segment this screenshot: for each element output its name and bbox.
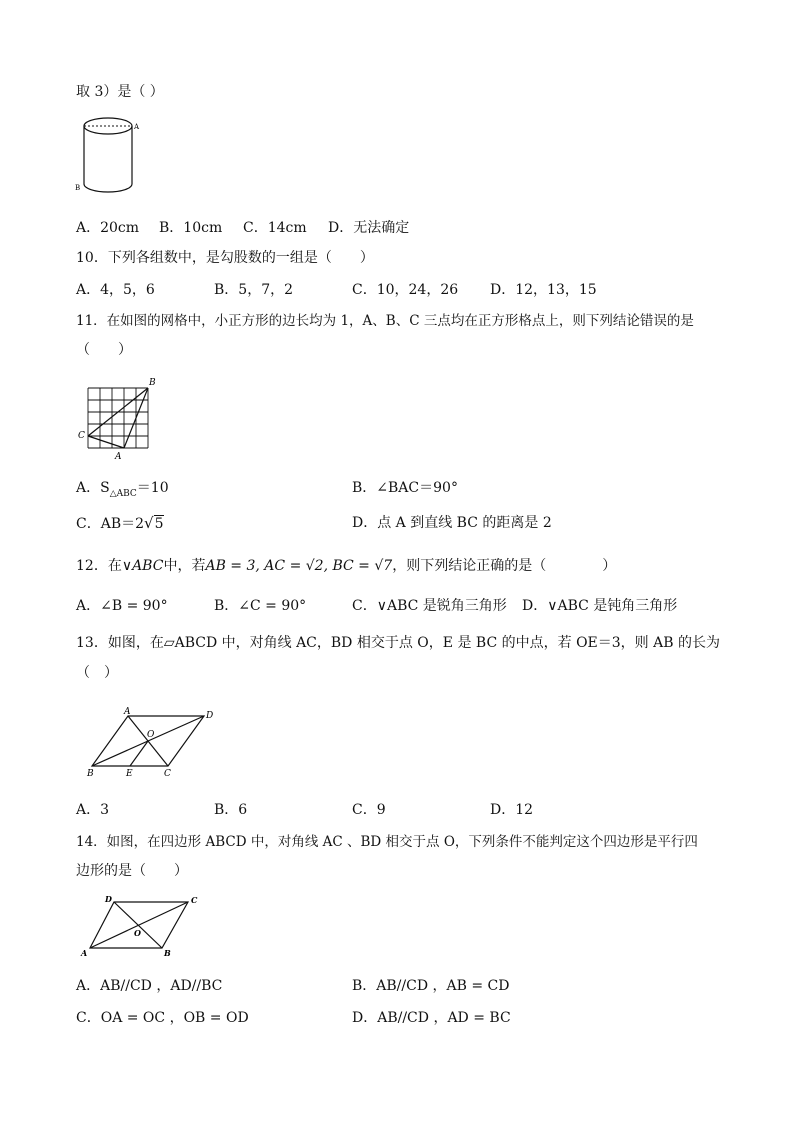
q12-stem-suffix: ，则下列结论正确的是（ ） <box>392 558 617 574</box>
q10-stem: 10．下列各组数中，是勾股数的一组是（ ） <box>76 250 374 266</box>
parallelogram-figure-14 <box>76 892 206 962</box>
q9-option-c[interactable]: C．14cm <box>243 220 307 236</box>
q9-stem-tail: 取 3）是（ ） <box>76 84 164 100</box>
fig13-label-c: C <box>164 769 171 779</box>
q10-option-b[interactable]: B．5，7，2 <box>214 282 294 298</box>
cylinder-figure <box>74 112 144 198</box>
q12-option-c[interactable]: C．∨ABC 是锐角三角形 <box>352 598 507 614</box>
fig14-label-c: C <box>191 895 198 905</box>
q10-option-c[interactable]: C．10，24，26 <box>352 282 459 298</box>
q12-option-b[interactable]: B．∠C = 90° <box>214 598 307 614</box>
q12-stem-prefix: 12．在 <box>76 558 122 574</box>
parallelogram-figure-13 <box>84 704 224 780</box>
fig14-label-o: O <box>134 928 141 938</box>
q11-option-a-prefix: A．S <box>76 480 110 496</box>
q13-option-a[interactable]: A．3 <box>76 802 110 818</box>
q9-option-b[interactable]: B．10cm <box>159 220 223 236</box>
q14-option-d[interactable]: D．AB//CD ，AD = BC <box>352 1010 511 1026</box>
q10-option-d[interactable]: D．12，13，15 <box>490 282 597 298</box>
q12-stem <box>76 556 616 576</box>
q14-stem-line2: 边形的是（ ） <box>76 863 188 879</box>
q14-option-a[interactable]: A．AB//CD ，AD//BC <box>76 978 223 994</box>
grid-figure <box>76 374 162 462</box>
fig13-label-o: O <box>147 730 155 740</box>
fig13-label-a: A <box>124 707 131 717</box>
q13-stem-line2: （ ） <box>76 665 118 681</box>
q11-option-b[interactable]: B．∠BAC＝90° <box>352 480 458 496</box>
q12-option-a[interactable]: A．∠B = 90° <box>76 598 168 614</box>
q13-option-d[interactable]: D．12 <box>490 802 534 818</box>
q14-option-b[interactable]: B．AB//CD ，AB = CD <box>352 978 510 994</box>
q11-option-c[interactable] <box>76 513 164 534</box>
cylinder-label-a: A <box>134 123 140 131</box>
fig13-label-e: E <box>126 769 133 779</box>
q12-triangle-symbol: ∨ABC <box>121 558 164 574</box>
q11-stem-line1: 11．在如图的网格中，小正方形的边长均为 1，A、B、C 三点均在正方形格点上，则下列结论错误的是 <box>76 313 694 329</box>
q11-stem-line2: （ ） <box>76 342 132 358</box>
q12-stem-mid: 中，若 <box>163 558 206 574</box>
q9-option-d[interactable]: D．无法确定 <box>328 220 410 236</box>
sqrt-symbol-icon: √ <box>144 514 154 532</box>
q12-option-d[interactable]: D．∨ABC 是钝角三角形 <box>522 598 678 614</box>
q14-option-c[interactable]: C．OA = OC ，OB = OD <box>76 1010 249 1026</box>
fig13-label-d: D <box>206 711 214 721</box>
q11-option-c-radicand: 5 <box>154 516 164 532</box>
q11-option-d[interactable]: D．点 A 到直线 BC 的距离是 2 <box>352 515 552 531</box>
q13-option-c[interactable]: C．9 <box>352 802 386 818</box>
q10-option-a[interactable]: A．4，5，6 <box>76 282 155 298</box>
grid-label-c: C <box>78 431 85 441</box>
cylinder-label-b: B <box>75 184 81 192</box>
q12-stem-math: AB = 3, AC = √2, BC = √7 <box>205 558 393 574</box>
q11-option-a[interactable] <box>76 478 169 504</box>
fig13-label-b: B <box>87 769 94 779</box>
grid-label-b: B <box>149 378 156 388</box>
q9-option-a[interactable]: A．20cm <box>76 220 140 236</box>
grid-label-a: A <box>115 452 122 462</box>
q13-stem-line1: 13．如图，在▱ABCD 中，对角线 AC，BD 相交于点 O，E 是 BC 的中点，若 OE＝3，则 AB 的长为 <box>76 635 720 651</box>
q13-option-b[interactable]: B．6 <box>214 802 248 818</box>
fig14-label-b: B <box>164 948 171 958</box>
q14-stem-line1: 14．如图，在四边形 ABCD 中，对角线 AC 、BD 相交于点 O，下列条件不能判定这个四边形是平行四 <box>76 834 698 850</box>
fig14-label-d: D <box>105 894 112 904</box>
q11-option-c-prefix: C．AB＝2 <box>76 516 145 532</box>
fig14-label-a: A <box>81 948 88 958</box>
q11-option-a-suffix: ＝10 <box>136 480 169 496</box>
q11-option-a-subscript: △ABC <box>109 488 137 499</box>
